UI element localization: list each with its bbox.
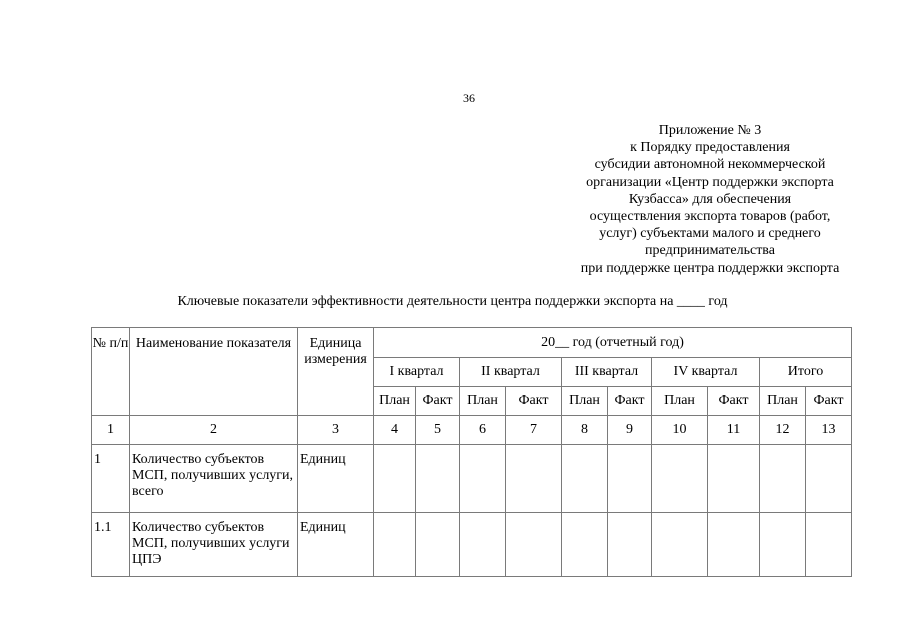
header-year: 20__ год (отчетный год): [374, 328, 852, 358]
row-unit: Единиц: [298, 445, 374, 513]
value-cell[interactable]: [374, 513, 416, 577]
header-total: Итого: [760, 358, 852, 387]
header-quarter-4: IV квартал: [652, 358, 760, 387]
column-number: 12: [760, 416, 806, 445]
value-cell[interactable]: [608, 445, 652, 513]
page-number: 36: [463, 91, 475, 105]
value-cell[interactable]: [652, 445, 708, 513]
column-number: 11: [708, 416, 760, 445]
value-cell[interactable]: [562, 513, 608, 577]
header-plan: План: [760, 387, 806, 416]
header-quarter-2: II квартал: [460, 358, 562, 387]
appendix-line: услуг) субъектами малого и среднего: [599, 226, 821, 242]
header-number: № п/п: [92, 328, 130, 416]
column-number: 6: [460, 416, 506, 445]
column-number: 2: [130, 416, 298, 445]
appendix-line: предпринимательства: [645, 243, 775, 259]
value-cell[interactable]: [374, 445, 416, 513]
value-cell[interactable]: [608, 513, 652, 577]
appendix-line: Кузбасса» для обеспечения: [628, 191, 792, 207]
header-plan: План: [374, 387, 416, 416]
document-title: Ключевые показатели эффективности деятельности центра поддержки экспорта на ____ год: [177, 294, 728, 309]
value-cell[interactable]: [708, 513, 760, 577]
header-unit: Единица измерения: [298, 328, 374, 416]
value-cell[interactable]: [806, 513, 852, 577]
row-indicator-name: Количество субъектов МСП, получивших услуги ЦПЭ: [130, 513, 298, 577]
column-number: 4: [374, 416, 416, 445]
value-cell[interactable]: [760, 445, 806, 513]
appendix-line: к Порядку предоставления: [630, 140, 790, 156]
header-quarter-1: I квартал: [374, 358, 460, 387]
value-cell[interactable]: [506, 445, 562, 513]
header-plan: План: [652, 387, 708, 416]
column-number: 13: [806, 416, 852, 445]
row-number: 1: [92, 445, 130, 513]
value-cell[interactable]: [708, 445, 760, 513]
header-plan: План: [460, 387, 506, 416]
appendix-line: осуществления экспорта товаров (работ,: [589, 209, 831, 225]
appendix-line: субсидии автономной некоммерческой: [594, 157, 826, 173]
column-number: 7: [506, 416, 562, 445]
header-fact: Факт: [806, 387, 852, 416]
value-cell[interactable]: [416, 513, 460, 577]
row-indicator-name: Количество субъектов МСП, получивших услуги, всего: [130, 445, 298, 513]
table-row: [92, 513, 852, 577]
header-plan: План: [562, 387, 608, 416]
appendix-line: Приложение № 3: [658, 123, 762, 138]
appendix-heading: [555, 122, 865, 277]
appendix-line: при поддержке центра поддержки экспорта: [580, 260, 840, 276]
column-number: 3: [298, 416, 374, 445]
column-number: 5: [416, 416, 460, 445]
header-quarter-3: III квартал: [562, 358, 652, 387]
value-cell[interactable]: [652, 513, 708, 577]
row-unit: Единиц: [298, 513, 374, 577]
column-number: 1: [92, 416, 130, 445]
column-number: 9: [608, 416, 652, 445]
value-cell[interactable]: [460, 445, 506, 513]
table-row: [92, 445, 852, 513]
header-fact: Факт: [416, 387, 460, 416]
indicators-table: [91, 327, 852, 577]
header-fact: Факт: [506, 387, 562, 416]
header-indicator-name: Наименование показателя: [130, 328, 298, 416]
column-number: 10: [652, 416, 708, 445]
row-number: 1.1: [92, 513, 130, 577]
column-number: 8: [562, 416, 608, 445]
value-cell[interactable]: [460, 513, 506, 577]
header-fact: Факт: [708, 387, 760, 416]
value-cell[interactable]: [416, 445, 460, 513]
value-cell[interactable]: [806, 445, 852, 513]
value-cell[interactable]: [760, 513, 806, 577]
header-fact: Факт: [608, 387, 652, 416]
value-cell[interactable]: [562, 445, 608, 513]
appendix-line: организации «Центр поддержки экспорта: [586, 174, 834, 190]
value-cell[interactable]: [506, 513, 562, 577]
